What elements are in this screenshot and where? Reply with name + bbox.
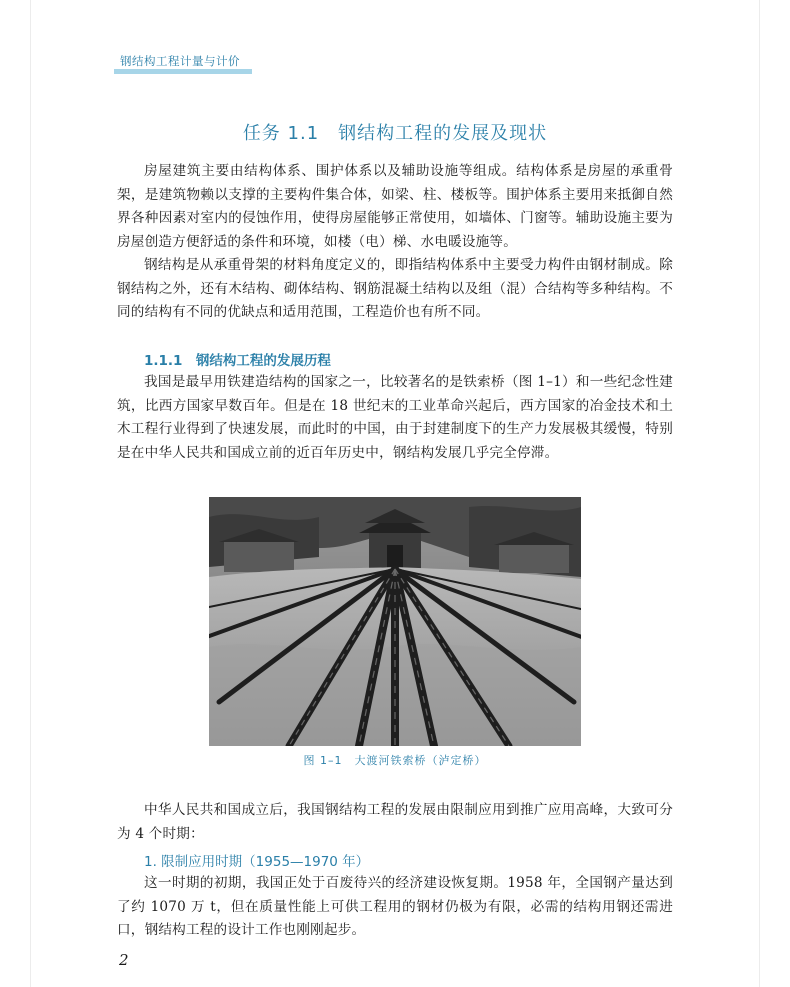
bridge-photo — [209, 497, 581, 746]
bridge-photo-illustration — [209, 497, 581, 746]
after-figure-paragraph: 中华人民共和国成立后，我国钢结构工程的发展由限制应用到推广应用高峰，大致可分为 4 个时期： — [117, 802, 673, 842]
figure-caption: 图 1–1 大渡河铁索桥（泸定桥） — [303, 754, 487, 767]
history-paragraph: 我国是最早用铁建造结构的国家之一，比较著名的是铁索桥（图 1–1）和一些纪念性建筑，比西方国家早数百年。但是在 18 世纪末的工业革命兴起后，西方国家的冶金技术和土木工程行业得到了快速发展，而此时的中国，由于封建制度下的生产力发展极其缓慢，特别是在中华人民共和国成立前的近百年历史中，钢结构发展几乎完全停滞。 — [117, 374, 673, 461]
running-head: 钢结构工程计量与计价 — [120, 54, 240, 68]
intro-paragraph-2: 钢结构是从承重骨架的材料角度定义的，即指结构体系中主要受力构件由钢材制成。除钢结构之外，还有木结构、砌体结构、钢筋混凝土结构以及组（混）合结构等多种结构。不同的结构有不同的优缺点和适用范围，工程造价也有所不同。 — [117, 257, 673, 320]
running-head-underline — [114, 69, 252, 74]
subsection-title: 1.1.1 钢结构工程的发展历程 — [144, 353, 331, 369]
section-title: 任务 1.1 钢结构工程的发展及现状 — [242, 123, 548, 144]
period-heading: 1. 限制应用时期（1955—1970 年） — [144, 854, 370, 870]
intro-paragraph-1: 房屋建筑主要由结构体系、围护体系以及辅助设施等组成。结构体系是房屋的承重骨架，是建筑物赖以支撑的主要构件集合体，如梁、柱、楼板等。围护体系主要用来抵御自然界各种因素对室内的侵蚀作用，使得房屋能够正常使用，如墙体、门窗等。辅助设施主要为房屋创造方便舒适的条件和环境，如楼（电）梯、水电暖设施等。 — [117, 163, 673, 250]
period-paragraph: 这一时期的初期，我国正处于百废待兴的经济建设恢复期。1958 年，全国钢产量达到了约 1070 万 t，但在质量性能上可供工程用的钢材仍极为有限，必需的结构用钢还需进口，钢结构工程的设计工作也刚刚起步。 — [117, 875, 673, 938]
page-number: 2 — [119, 951, 129, 969]
